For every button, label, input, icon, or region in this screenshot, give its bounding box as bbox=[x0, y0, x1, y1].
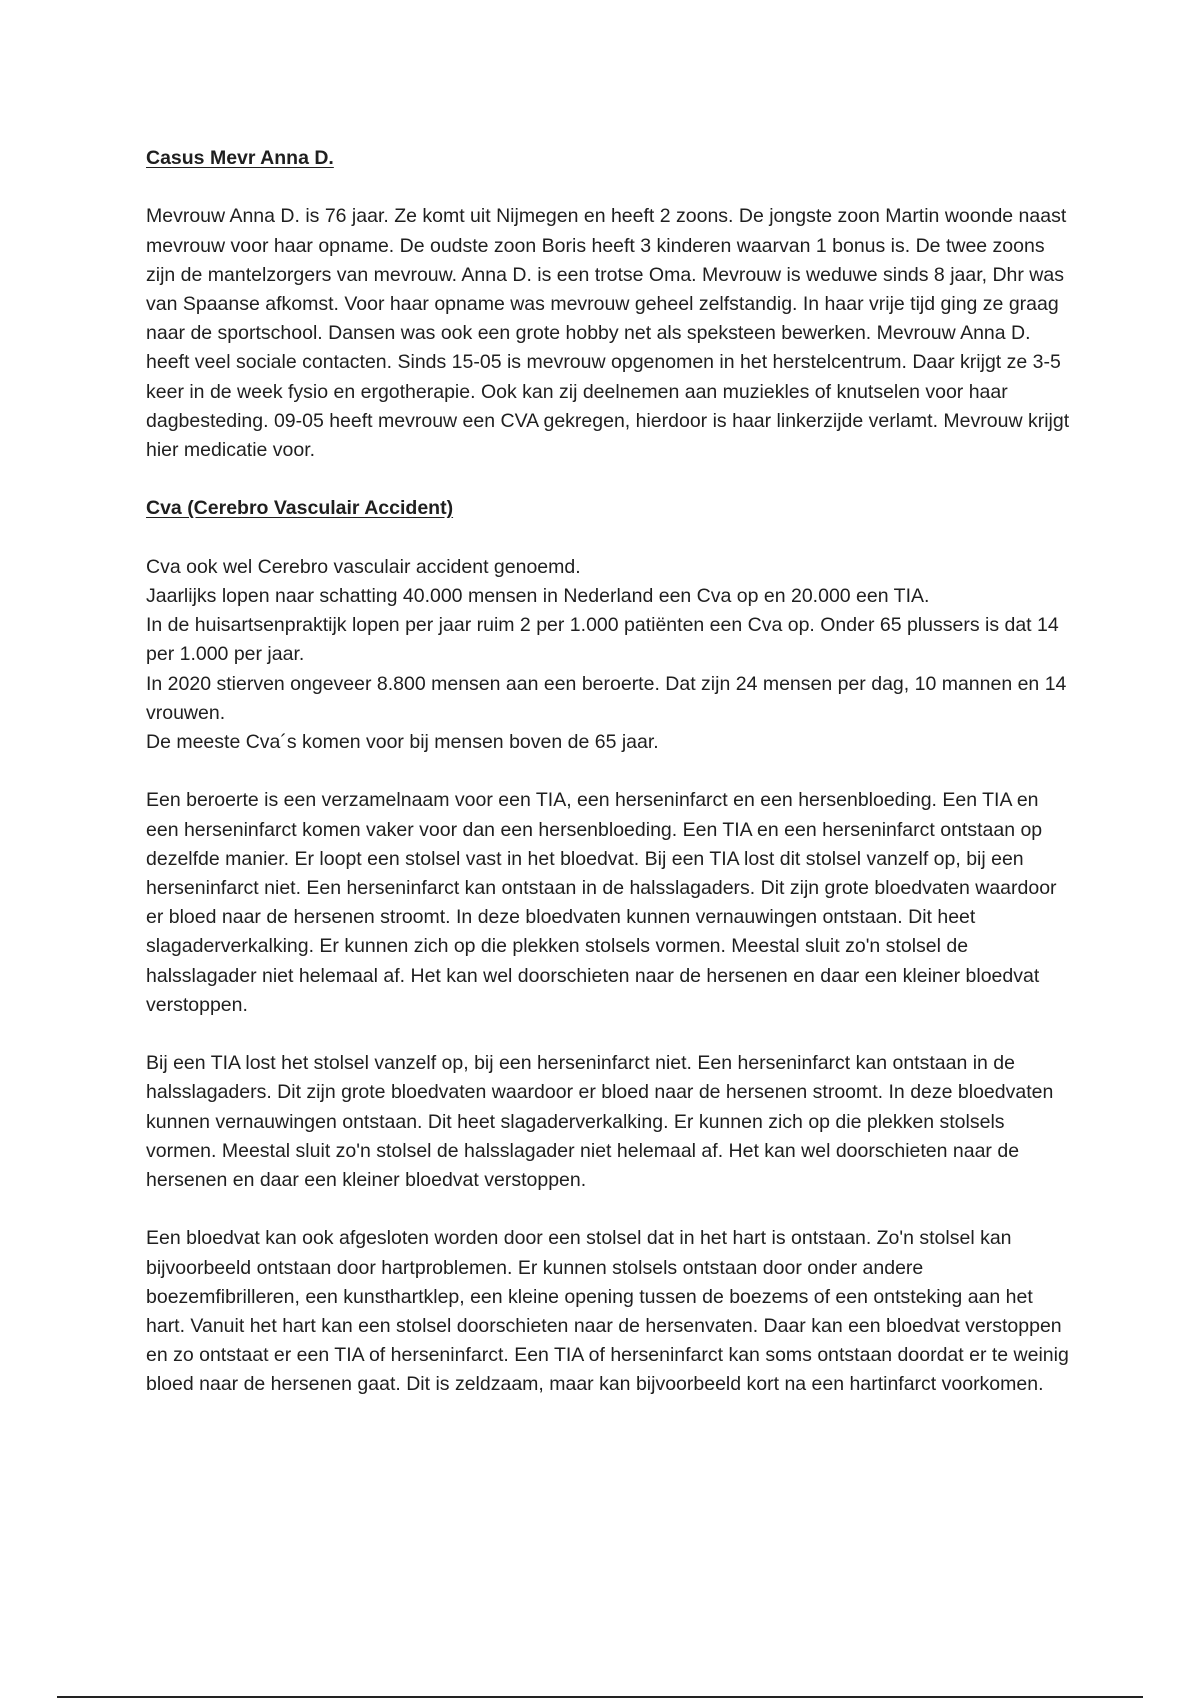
cva-fact-line: In de huisartsenpraktijk lopen per jaar ruim 2 per 1.000 patiënten een Cva op. Onder 65 plussers is dat 14 per 1.000 per jaar. bbox=[146, 614, 1059, 666]
cva-fact-line: De meeste Cva´s komen voor bij mensen boven de 65 jaar. bbox=[146, 731, 659, 754]
case-heading: Casus Mevr Anna D. bbox=[146, 147, 334, 169]
page-bottom-rule bbox=[57, 1696, 1143, 1698]
cva-heading: Cva (Cerebro Vasculair Accident) bbox=[146, 497, 454, 520]
spacer bbox=[146, 1020, 1071, 1049]
hart-paragraph: Een bloedvat kan ook afgesloten worden door een stolsel dat in het hart is ontstaan. Zo'n stolsel kan bijvoorbeeld ontstaan door hartproblemen. Er kunnen stolsels ontstaan door onder andere boezemfibrilleren, een kunsthartklep, een kleine opening tussen de boezems of een ontsteking aan het hart. Vanuit het hart kan een stolsel doorschieten naar de hersenvaten. Daar kan een bloedvat verstoppen en zo ontstaat er een TIA of herseninfarct. Een TIA of herseninfarct kan soms ontstaan doordat er te weinig bloed naar de hersenen gaat. Dit is zeldzaam, maar kan bijvoorbeeld kort na een hartinfarct voorkomen. bbox=[146, 1227, 1069, 1396]
document-page bbox=[146, 144, 1071, 1400]
cva-fact-line: Jaarlijks lopen naar schatting 40.000 mensen in Nederland een Cva op en 20.000 een TIA. bbox=[146, 585, 930, 607]
spacer bbox=[146, 173, 1071, 202]
case-paragraph: Mevrouw Anna D. is 76 jaar. Ze komt uit Nijmegen en heeft 2 zoons. De jongste zoon Martin woonde naast mevrouw voor haar opname. De oudste zoon Boris heeft 3 kinderen waarvan 1 bonus is. De twee zoons zijn de mantelzorgers van mevrouw. Anna D. is een trotse Oma. Mevrouw is weduwe sinds 8 jaar, Dhr was van Spaanse afkomst. Voor haar opname was mevrouw geheel zelfstandig. In haar vrije tijd ging ze graag naar de sportschool. Dansen was ook een grote hobby net als speksteen bewerken. Mevrouw Anna D. heeft veel sociale contacten. Sinds 15-05 is mevrouw opgenomen in het herstelcentrum. Daar krijgt ze 3-5 keer in de week fysio en ergotherapie. Ook kan zij deelnemen aan muziekles of knutselen voor haar dagbesteding. 09-05 heeft mevrouw een CVA gekregen, hierdoor is haar linkerzijde verlamt. Mevrouw krijgt hier medicatie voor. bbox=[146, 205, 1070, 462]
spacer bbox=[146, 1195, 1071, 1224]
beroerte-paragraph: Een beroerte is een verzamelnaam voor een TIA, een herseninfarct en een hersenbloeding. Een TIA en een herseninfarct komen vaker voor dan een hersenbloeding. Een TIA en een herseninfarct ontstaan op dezelfde manier. Er loopt een stolsel vast in het bloedvat. Bij een TIA lost dit stolsel vanzelf op, bij een herseninfarct niet. Een herseninfarct kan ontstaan in de halsslagaders. Dit zijn grote bloedvaten waardoor er bloed naar de hersenen stroomt. In deze bloedvaten kunnen vernauwingen ontstaan. Dit heet slagaderverkalking. Er kunnen zich op die plekken stolsels vormen. Meestal sluit zo'n stolsel de halsslagader niet helemaal af. Het kan wel doorschieten naar de hersenen en daar een kleiner bloedvat verstoppen. bbox=[146, 789, 1057, 1016]
spacer bbox=[146, 465, 1071, 494]
cva-facts bbox=[146, 553, 1071, 757]
cva-fact-line: Cva ook wel Cerebro vasculair accident genoemd. bbox=[146, 555, 581, 578]
spacer bbox=[146, 524, 1071, 553]
spacer bbox=[146, 757, 1071, 786]
cva-fact-line: In 2020 stierven ongeveer 8.800 mensen aan een beroerte. Dat zijn 24 mensen per dag, 10 mannen en 14 vrouwen. bbox=[146, 672, 1067, 724]
tia-paragraph: Bij een TIA lost het stolsel vanzelf op, bij een herseninfarct niet. Een herseninfarct kan ontstaan in de halsslagaders. Dit zijn grote bloedvaten waardoor er bloed naar de hersenen stroomt. In deze bloedvaten kunnen vernauwingen ontstaan. Dit heet slagaderverkalking. Er kunnen zich op die plekken stolsels vormen. Meestal sluit zo'n stolsel de halsslagader niet helemaal af. Het kan wel doorschieten naar de hersenen en daar een kleiner bloedvat verstoppen. bbox=[146, 1052, 1054, 1192]
